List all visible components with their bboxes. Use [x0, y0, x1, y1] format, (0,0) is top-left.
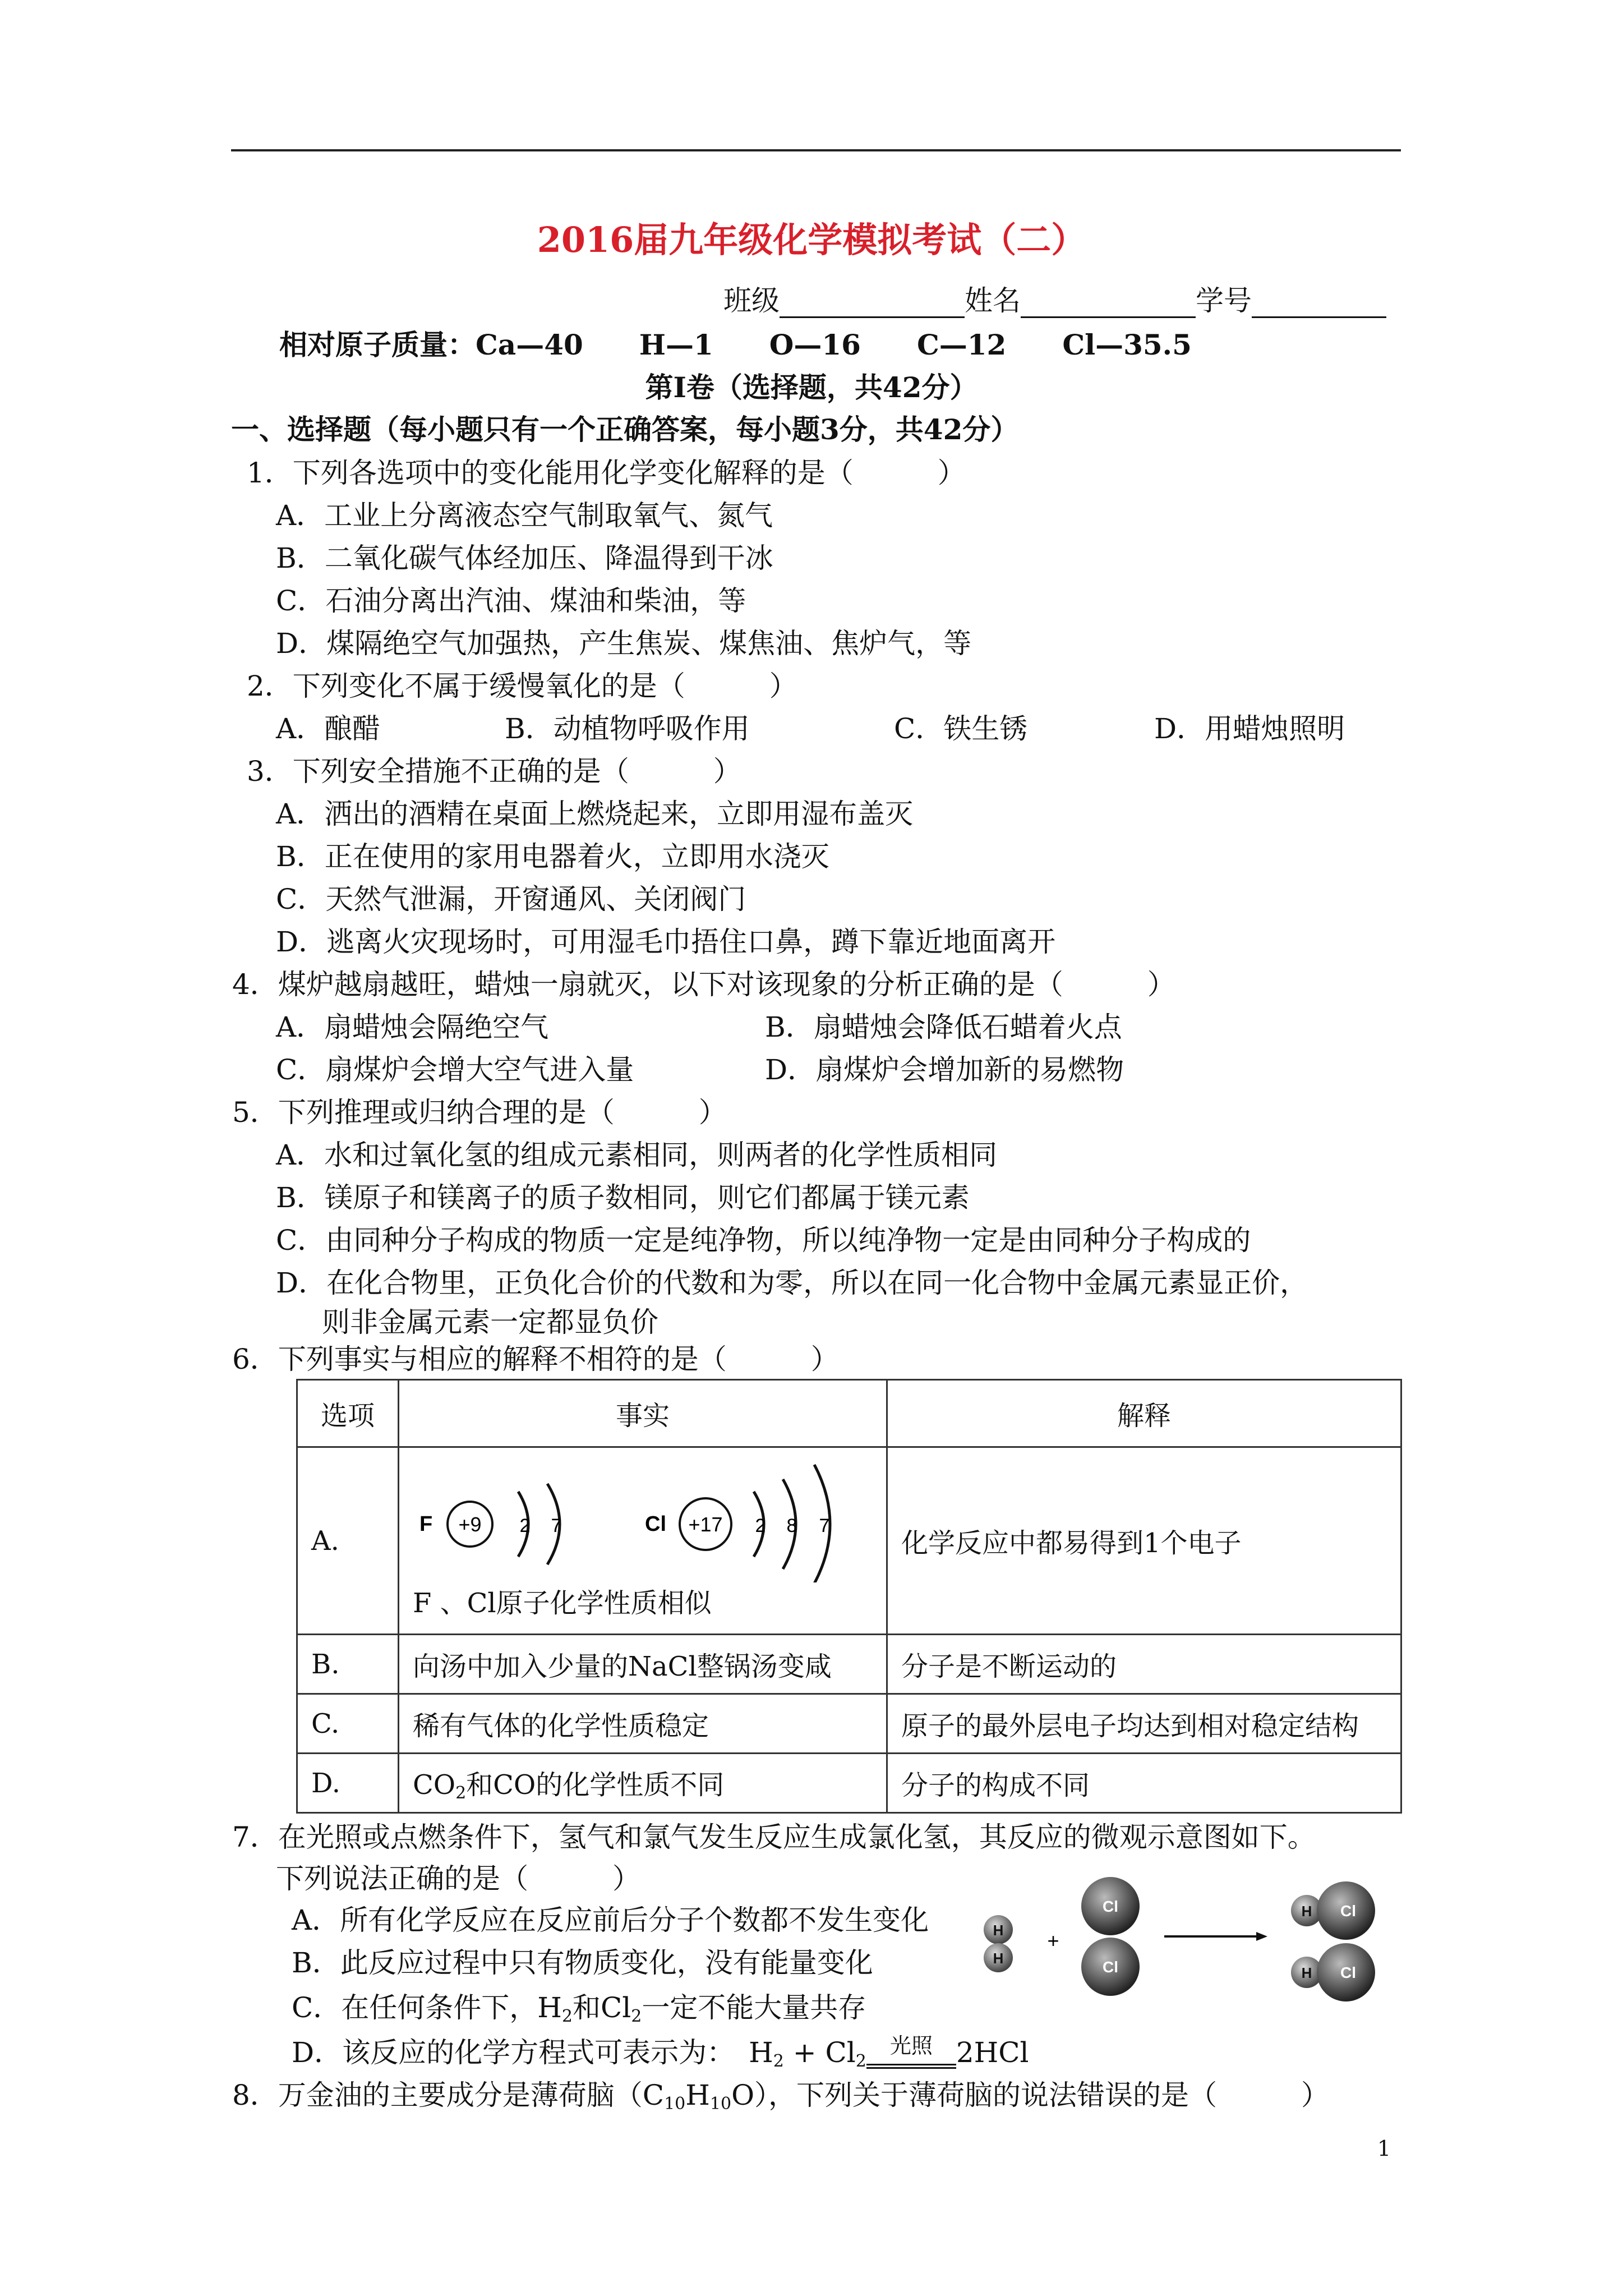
page-number: 1: [1377, 2136, 1391, 2161]
hcl2-h-label: H: [1301, 1964, 1312, 1981]
q2-stem: 2．下列变化不属于缓慢氧化的是（ ）: [247, 670, 797, 702]
q7-stem: 7．在光照或点燃条件下，氢气和氯气发生反应生成氯化氢，其反应的微观示意图如下。: [232, 1821, 1316, 1853]
q5-option-d[interactable]: D．在化合物里，正负化合价的代数和为零，所以在同一化合物中金属元素显正价，: [276, 1267, 1308, 1299]
q8-stem: [232, 2078, 1329, 2122]
q7-c-part3: 一定不能大量共存: [642, 1991, 866, 2024]
q5-option-d-cont: 则非金属元素一定都显负价: [322, 1306, 658, 1338]
q3-stem: 3．下列安全措施不正确的是（ ）: [247, 755, 741, 788]
q7-c-part1: C．在任何条件下，H: [292, 1991, 562, 2024]
row-d-option: D.: [297, 1754, 399, 1813]
q8-part2: H: [685, 2079, 710, 2111]
atom-structure-diagram: [399, 1448, 882, 1582]
row-d-fact-sub: 2: [455, 1783, 467, 1803]
reaction-micro-diagram: [976, 1874, 1391, 2019]
row-d-fact-co: CO: [413, 1769, 456, 1801]
q2-option-b[interactable]: B．动植物呼吸作用: [505, 712, 750, 745]
q4-option-a[interactable]: A．扇蜡烛会隔绝空气: [276, 1011, 549, 1043]
row-a-option: A.: [297, 1447, 399, 1635]
q7-d-sub2: 2: [855, 2051, 866, 2071]
q5-option-c[interactable]: C．由同种分子构成的物质一定是纯净物，所以纯净物一定是由同种分子构成的: [276, 1224, 1251, 1257]
row-b-option: B.: [297, 1635, 399, 1694]
row-b-reason: 分子是不断运动的: [887, 1635, 1401, 1694]
q1-option-d[interactable]: D．煤隔绝空气加强热，产生焦炭、煤焦油、焦炉气，等: [276, 627, 972, 660]
q8-part1: 8．万金油的主要成分是薄荷脑（C: [232, 2079, 665, 2111]
q7-condition: 光照: [889, 2033, 933, 2058]
class-blank[interactable]: [780, 287, 965, 318]
cl-label-1: Cl: [1103, 1898, 1118, 1915]
row-b-fact: 向汤中加入少量的NaCl整锅汤变咸: [399, 1635, 887, 1694]
hcl1-cl-label: Cl: [1340, 1902, 1356, 1920]
q3-option-c[interactable]: C．天然气泄漏，开窗通风、关闭阀门: [276, 883, 746, 915]
row-a-fact-text: F 、Cl原子化学性质相似: [413, 1588, 712, 1619]
row-c-option: C.: [297, 1694, 399, 1754]
cl-nucleus-label: +17: [688, 1513, 723, 1536]
exam-title: 2016届九年级化学模拟考试（二）: [537, 219, 1086, 260]
section-title: 第Ⅰ卷（选择题，共42分）: [645, 371, 978, 404]
q8-sub2: 10: [709, 2094, 732, 2114]
student-info: [723, 283, 1386, 318]
cl-label-2: Cl: [1103, 1958, 1118, 1976]
header-option: 选项: [297, 1380, 399, 1447]
q4-option-c[interactable]: C．扇煤炉会增大空气进入量: [276, 1053, 634, 1086]
q7-option-a[interactable]: A．所有化学反应在反应前后分子个数都不发生变化: [292, 1904, 929, 1936]
id-label: 学号: [1196, 284, 1252, 317]
q1-option-b[interactable]: B．二氧化碳气体经加压、降温得到干冰: [276, 542, 773, 574]
q3-option-a[interactable]: A．洒出的酒精在桌面上燃烧起来，立即用湿布盖灭: [276, 798, 914, 830]
q5-option-b[interactable]: B．镁原子和镁离子的质子数相同，则它们都属于镁元素: [276, 1181, 970, 1214]
q7-d-sub1: 2: [773, 2051, 784, 2071]
f-nucleus-label: +9: [458, 1513, 482, 1536]
hcl1-h-label: H: [1301, 1903, 1312, 1920]
part-title: 一、选择题（每小题只有一个正确答案，每小题3分，共42分）: [231, 413, 1019, 446]
q5-stem: 5．下列推理或归纳合理的是（ ）: [232, 1096, 727, 1129]
row-c-reason: 原子的最外层电子均达到相对稳定结构: [887, 1694, 1401, 1754]
q5-option-a[interactable]: A．水和过氧化氢的组成元素相同，则两者的化学性质相同: [276, 1139, 998, 1171]
cl-shell-1-count: 2: [755, 1515, 766, 1536]
reaction-arrow-head: [1256, 1932, 1267, 1941]
q7-c-sub1: 2: [561, 2007, 573, 2026]
f-shell-1-count: 2: [519, 1515, 531, 1536]
q7-reaction-arrow: [866, 2033, 956, 2079]
q7-c-sub2: 2: [631, 2007, 642, 2026]
q2-option-c[interactable]: C．铁生锈: [894, 712, 1028, 745]
q7-option-b[interactable]: B．此反应过程中只有物质变化，没有能量变化: [292, 1947, 873, 1979]
plus-sign: +: [1047, 1929, 1059, 1952]
cl-symbol: Cl: [645, 1512, 666, 1536]
cl-shell-2-count: 8: [786, 1515, 797, 1536]
q6-stem: 6．下列事实与相应的解释不相符的是（ ）: [232, 1343, 839, 1375]
f-symbol: F: [419, 1512, 433, 1536]
q2-option-d[interactable]: D．用蜡烛照明: [1154, 712, 1345, 745]
q4-option-b[interactable]: B．扇蜡烛会降低石蜡着火点: [765, 1011, 1122, 1043]
q1-option-a[interactable]: A．工业上分离液态空气制取氧气、氮气: [276, 499, 773, 532]
q1-stem: 1．下列各选项中的变化能用化学变化解释的是（ ）: [247, 457, 966, 489]
q6-table: [296, 1379, 1402, 1814]
header-reason: 解释: [887, 1380, 1401, 1447]
row-d-fact-rest: 和CO的化学性质不同: [466, 1769, 725, 1801]
table-row: [297, 1635, 1401, 1694]
q8-sub1: 10: [664, 2094, 686, 2114]
row-c-fact: 稀有气体的化学性质稳定: [399, 1694, 887, 1754]
q2-option-a[interactable]: A．酿醋: [276, 712, 381, 745]
table-header-row: [297, 1380, 1401, 1447]
q7-option-d[interactable]: [292, 2035, 1029, 2079]
table-row: [297, 1694, 1401, 1754]
id-blank[interactable]: [1252, 287, 1386, 318]
q7-d-part1: D．该反应的化学方程式可表示为： H: [292, 2036, 773, 2069]
q4-stem: 4．煤炉越扇越旺，蜡烛一扇就灭，以下对该现象的分析正确的是（ ）: [232, 968, 1175, 1001]
q3-option-d[interactable]: D．逃离火灾现场时，可用湿毛巾捂住口鼻，蹲下靠近地面离开: [276, 926, 1056, 958]
q7-stem-2: 下列说法正确的是（ ）: [276, 1862, 640, 1895]
row-d-reason: 分子的构成不同: [887, 1754, 1401, 1813]
q7-d-part3: 2HCl: [956, 2036, 1029, 2069]
class-label: 班级: [723, 284, 780, 317]
q4-option-d[interactable]: D．扇煤炉会增加新的易燃物: [765, 1053, 1124, 1086]
name-blank[interactable]: [1021, 287, 1196, 318]
h-label-2: H: [993, 1950, 1004, 1967]
h-label-1: H: [993, 1922, 1004, 1939]
name-label: 姓名: [965, 284, 1021, 317]
f-shell-2-count: 7: [551, 1515, 562, 1536]
q3-option-b[interactable]: B．正在使用的家用电器着火，立即用水浇灭: [276, 840, 829, 873]
table-row: [297, 1447, 1401, 1635]
q8-part3: O），下列关于薄荷脑的说法错误的是（ ）: [731, 2079, 1330, 2111]
hcl2-cl-label: Cl: [1340, 1964, 1356, 1981]
row-a-fact: [399, 1447, 887, 1635]
q7-d-part2: + Cl: [783, 2036, 856, 2069]
row-d-fact: [399, 1754, 887, 1813]
header-fact: 事实: [399, 1380, 887, 1447]
q7-c-part2: 和Cl: [572, 1991, 631, 2024]
q7-option-c[interactable]: [292, 1990, 866, 2034]
atomic-mass: 相对原子质量：Ca—40 H—1 O—16 C—12 Cl—35.5: [279, 328, 1192, 361]
table-row: [297, 1754, 1401, 1813]
header-rule: [231, 149, 1401, 151]
cl-shell-3-count: 7: [819, 1515, 830, 1536]
q1-option-c[interactable]: C．石油分离出汽油、煤油和柴油，等: [276, 585, 746, 617]
row-a-reason: 化学反应中都易得到1个电子: [887, 1447, 1401, 1635]
